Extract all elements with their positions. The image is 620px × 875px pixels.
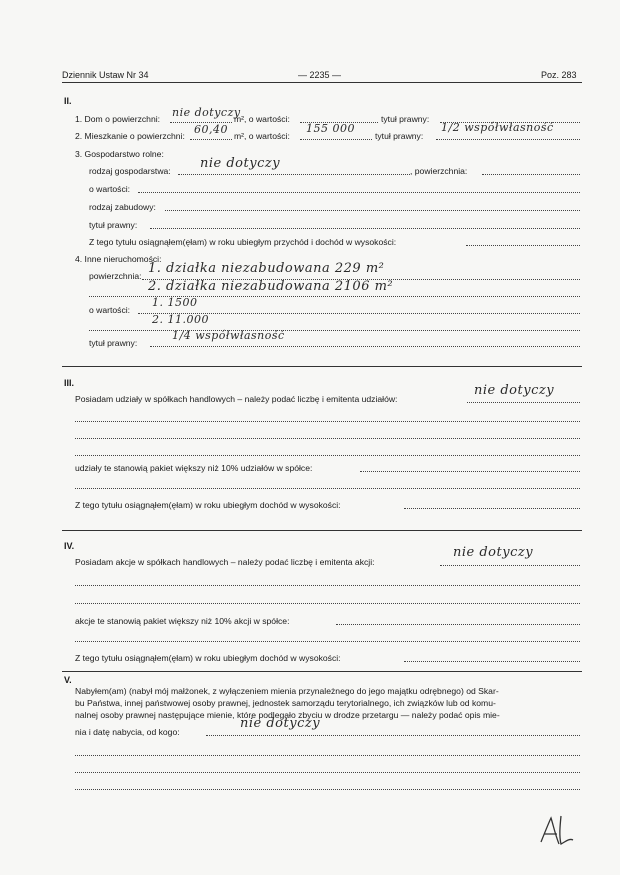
section-divider-3	[62, 366, 582, 367]
mienie-text-1: Nabyłem(am) (nabył mój małżonek, z wyłączeniem mienia przynależnego do jego majątku odrębnego) od Skar-	[75, 686, 499, 696]
mienie-line-4[interactable]	[75, 789, 580, 790]
mieszkanie-area-field[interactable]	[190, 139, 232, 140]
rodzaj-gosp-label: rodzaj gospodarstwa:	[89, 166, 171, 176]
gosp-area-field[interactable]	[482, 174, 580, 175]
inne-area-label: powierzchnia:	[89, 271, 142, 281]
inne-title-value: 1/4 współwłasność	[172, 329, 285, 342]
udzialy-line-4[interactable]	[75, 455, 580, 456]
akcje-pakiet-line-2[interactable]	[75, 641, 580, 642]
mienie-line-3[interactable]	[75, 772, 580, 773]
gosp-value-field[interactable]	[138, 192, 580, 193]
section-4-title: IV.	[64, 541, 75, 551]
udzialy-pakiet-label: udziały te stanowią pakiet większy niż 10% udziałów w spółce:	[75, 463, 313, 473]
mienie-field[interactable]	[206, 735, 580, 736]
gosp-income-label: Z tego tytułu osiągnąłem(ęłam) w roku ubiegłym przychód i dochód w wysokości:	[89, 237, 397, 247]
akcje-line-2[interactable]	[75, 585, 580, 586]
udzialy-line-3[interactable]	[75, 438, 580, 439]
akcje-value: nie dotyczy	[453, 545, 534, 560]
mieszkanie-title-label: tytuł prawny:	[375, 131, 424, 141]
udzialy-pakiet-field[interactable]	[360, 471, 580, 472]
position-number: Poz. 283	[541, 70, 577, 80]
akcje-question: Posiadam akcje w spółkach handlowych – należy podać liczbę i emitenta akcji:	[75, 557, 375, 567]
mieszkanie-area-value: 60,40	[194, 123, 228, 136]
mieszkanie-value: 155 000	[306, 122, 355, 135]
akcje-line-3[interactable]	[75, 603, 580, 604]
akcje-income-label: Z tego tytułu osiągnąłem(ęłam) w roku ubiegłym dochód w wysokości:	[75, 653, 341, 663]
inne-area-value-1: 1. działka niezabudowana 229 m²	[148, 261, 385, 276]
inne-title-label: tytuł prawny:	[89, 338, 138, 348]
mieszkanie-value-field[interactable]	[300, 139, 372, 140]
dom-area-value: nie dotyczy	[172, 106, 241, 119]
inne-value-1: 1. 1500	[152, 296, 198, 309]
inne-value-label: o wartości:	[89, 305, 131, 315]
mienie-line-2[interactable]	[75, 755, 580, 756]
mieszkanie-value-label: m², o wartości:	[234, 131, 290, 141]
section-divider-5	[62, 671, 582, 672]
mienie-text-2: bu Państwa, innej państwowej osoby prawnej, jednostek samorządu terytorialnego, ich związków lub od komu-	[75, 698, 496, 708]
udzialy-question: Posiadam udziały w spółkach handlowych – należy podać liczbę i emitenta udziałów:	[75, 394, 398, 404]
signature	[535, 812, 577, 852]
zabudowa-label: rodzaj zabudowy:	[89, 202, 156, 212]
rodzaj-gosp-value: nie dotyczy	[200, 156, 281, 171]
akcje-field[interactable]	[440, 565, 580, 566]
udzialy-income-label: Z tego tytułu osiągnąłem(ęłam) w roku ubiegłym dochód w wysokości:	[75, 500, 341, 510]
mienie-value: nie dotyczy	[240, 716, 321, 731]
udzialy-income-field[interactable]	[404, 508, 580, 509]
dom-title-label: tytuł prawny:	[381, 114, 430, 124]
inne-nieruch-label: 4. Inne nieruchomości:	[75, 254, 162, 264]
inne-area-value-2: 2. działka niezabudowana 2106 m²	[148, 279, 394, 294]
header-rule	[62, 82, 582, 83]
page-number: — 2235 —	[298, 70, 342, 80]
udzialy-line-2[interactable]	[75, 421, 580, 422]
gosp-title-field[interactable]	[150, 228, 580, 229]
inne-value-2: 2. 11.000	[152, 313, 209, 326]
section-3-title: III.	[64, 378, 75, 388]
inne-value-field-2[interactable]	[89, 330, 580, 331]
journal-name: Dziennik Ustaw Nr 34	[62, 70, 149, 80]
gosp-income-field[interactable]	[466, 245, 580, 246]
mieszkanie-label: 2. Mieszkanie o powierzchni:	[75, 131, 185, 141]
section-2-title: II.	[64, 96, 72, 106]
akcje-income-field[interactable]	[404, 661, 580, 662]
dom-label: 1. Dom o powierzchni:	[75, 114, 161, 124]
udzialy-value: nie dotyczy	[474, 383, 555, 398]
udzialy-field[interactable]	[467, 402, 580, 403]
zabudowa-field[interactable]	[165, 210, 580, 211]
gosp-area-label: , powierzchnia:	[410, 166, 468, 176]
mienie-text-4: nia i datę nabycia, od kogo:	[75, 727, 180, 737]
akcje-pakiet-label: akcje te stanowią pakiet większy niż 10% akcji w spółce:	[75, 616, 290, 626]
mieszkanie-title-field[interactable]	[436, 139, 580, 140]
gospodarstwo-label: 3. Gospodarstwo rolne:	[75, 149, 164, 159]
inne-title-field[interactable]	[150, 346, 580, 347]
section-5-title: V.	[64, 675, 72, 685]
udzialy-pakiet-line-2[interactable]	[75, 488, 580, 489]
mienie-text-3: nalnej osoby prawnej następujące mienie, które podlegało zbyciu w drodze przetargu — należy podać opis mie-	[75, 710, 500, 720]
section-divider-4	[62, 530, 582, 531]
gosp-value-label: o wartości:	[89, 184, 131, 194]
gosp-title-label: tytuł prawny:	[89, 220, 138, 230]
mieszkanie-title-value: 1/2 współwłasność	[441, 121, 554, 134]
dom-value-label: m², o wartości:	[234, 114, 290, 124]
akcje-pakiet-field[interactable]	[336, 624, 580, 625]
rodzaj-gosp-field[interactable]	[178, 174, 410, 175]
